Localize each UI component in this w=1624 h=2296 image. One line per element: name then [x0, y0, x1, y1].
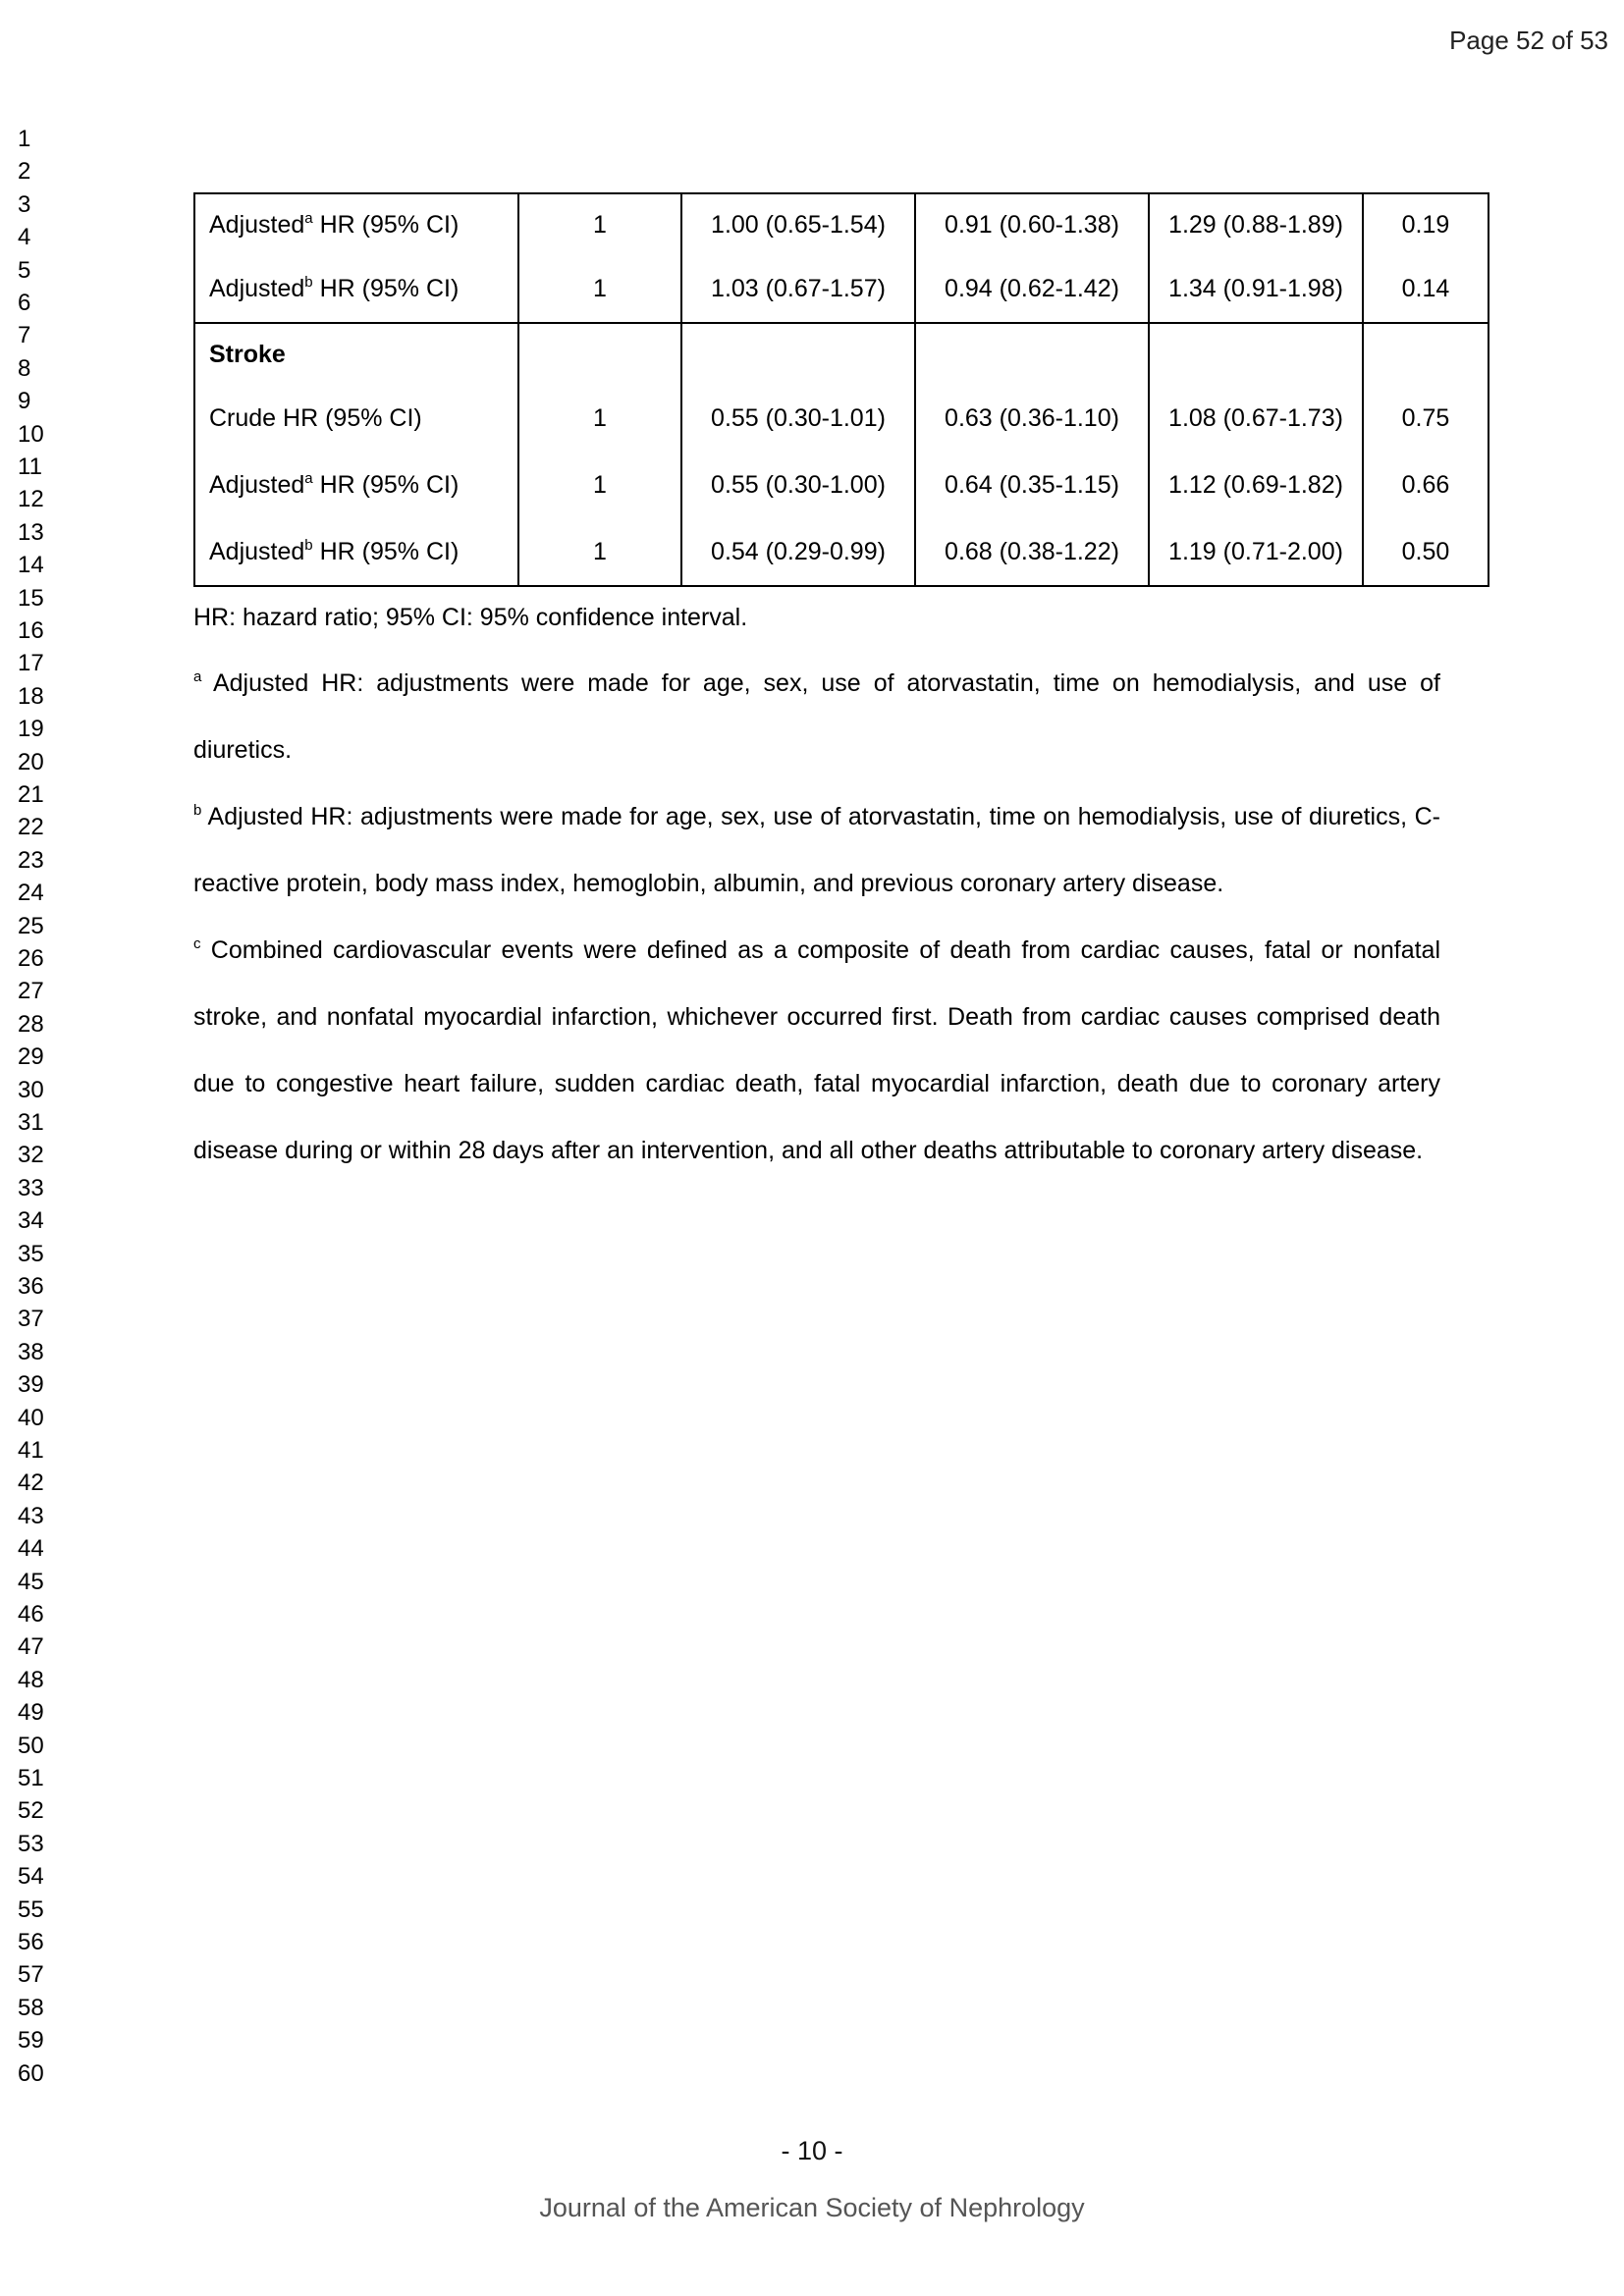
line-number: 27	[18, 978, 44, 1005]
line-number: 24	[18, 880, 44, 907]
line-number: 1	[18, 126, 31, 152]
line-number: 7	[18, 322, 31, 349]
line-number: 35	[18, 1240, 44, 1267]
value-cell-q2: 0.55 (0.30-1.01)	[681, 385, 915, 452]
line-number: 56	[18, 1929, 44, 1955]
line-number: 33	[18, 1174, 44, 1201]
value-cell-q3: 0.94 (0.62-1.42)	[915, 255, 1149, 323]
value-cell-p: 0.50	[1363, 518, 1489, 586]
row-label-superscript: a	[304, 469, 313, 487]
row-label	[194, 385, 518, 452]
footnote-a-mark: a	[193, 668, 202, 685]
line-number: 40	[18, 1404, 44, 1431]
section-title: Stroke	[194, 323, 518, 385]
value-cell-p: 0.66	[1363, 452, 1489, 518]
hazard-ratio-table	[193, 192, 1489, 587]
line-number: 37	[18, 1306, 44, 1333]
line-number: 30	[18, 1076, 44, 1103]
line-number: 5	[18, 256, 31, 284]
row-label-text: Adjusted	[209, 470, 305, 499]
line-number: 43	[18, 1502, 44, 1529]
line-number: 28	[18, 1010, 44, 1038]
table-row	[194, 385, 1489, 452]
table-row	[194, 518, 1489, 586]
line-number: 49	[18, 1699, 44, 1727]
line-number: 53	[18, 1830, 44, 1857]
line-number: 47	[18, 1633, 44, 1661]
row-label-text: Adjusted	[209, 274, 305, 302]
row-label	[194, 255, 518, 323]
empty-cell	[915, 323, 1149, 385]
line-number: 26	[18, 945, 44, 972]
footnote-c-mark: c	[193, 935, 201, 952]
empty-cell	[1149, 323, 1363, 385]
value-cell-q4: 1.29 (0.88-1.89)	[1149, 193, 1363, 255]
line-number: 6	[18, 290, 31, 316]
line-number: 31	[18, 1109, 44, 1136]
empty-cell	[1363, 323, 1489, 385]
row-label-superscript: b	[304, 273, 313, 291]
line-number: 19	[18, 716, 44, 743]
line-number: 8	[18, 354, 31, 382]
value-cell-ref: 1	[518, 452, 681, 518]
value-cell-q2: 1.03 (0.67-1.57)	[681, 255, 915, 323]
line-number: 51	[18, 1765, 44, 1791]
line-number: 55	[18, 1896, 44, 1923]
footnote-b	[193, 783, 1440, 917]
row-label-suffix: HR (95% CI)	[312, 274, 460, 302]
table-row	[194, 193, 1489, 255]
line-number: 20	[18, 748, 44, 775]
line-number: 54	[18, 1863, 44, 1891]
line-number: 11	[18, 454, 42, 480]
line-number: 38	[18, 1338, 44, 1365]
line-number: 39	[18, 1371, 44, 1399]
line-number: 29	[18, 1043, 44, 1071]
page-header: Page 52 of 53	[1449, 26, 1608, 55]
row-label-text: Crude HR (95% CI)	[209, 403, 422, 432]
value-cell-q4: 1.12 (0.69-1.82)	[1149, 452, 1363, 518]
value-cell-p: 0.75	[1363, 385, 1489, 452]
value-cell-q3: 0.91 (0.60-1.38)	[915, 193, 1149, 255]
row-label-text: Adjusted	[209, 537, 305, 565]
value-cell-q4: 1.34 (0.91-1.98)	[1149, 255, 1363, 323]
line-number: 50	[18, 1732, 44, 1759]
line-number: 59	[18, 2027, 44, 2055]
footnote-c	[193, 917, 1440, 1184]
value-cell-q2: 1.00 (0.65-1.54)	[681, 193, 915, 255]
line-number: 21	[18, 781, 44, 808]
footnote-b-text: Adjusted HR: adjustments were made for age, sex, use of atorvastatin, time on hemodialysis, use of diuretics, C-reactive protein, body mass index, hemoglobin, albumin, and previous coronary artery disease.	[193, 803, 1440, 897]
footnote-a	[193, 650, 1440, 783]
value-cell-ref: 1	[518, 385, 681, 452]
row-label	[194, 193, 518, 255]
footnote-b-mark: b	[193, 802, 202, 819]
line-number: 32	[18, 1142, 44, 1169]
value-cell-ref: 1	[518, 193, 681, 255]
line-number: 25	[18, 912, 44, 939]
line-number: 60	[18, 2059, 44, 2087]
value-cell-ref: 1	[518, 255, 681, 323]
table-notes	[193, 597, 1440, 1184]
row-label-suffix: HR (95% CI)	[312, 537, 460, 565]
row-label-suffix: HR (95% CI)	[312, 470, 460, 499]
row-label-suffix: HR (95% CI)	[312, 210, 460, 239]
line-number: 16	[18, 617, 44, 644]
line-number: 45	[18, 1568, 44, 1595]
empty-cell	[518, 323, 681, 385]
value-cell-q4: 1.19 (0.71-2.00)	[1149, 518, 1363, 586]
empty-cell	[681, 323, 915, 385]
footnote-a-text: Adjusted HR: adjustments were made for age, sex, use of atorvastatin, time on hemodialysis, and use of diuretics.	[193, 669, 1440, 764]
line-number: 46	[18, 1601, 44, 1628]
line-number: 58	[18, 1994, 44, 2021]
row-label	[194, 452, 518, 518]
line-number: 14	[18, 552, 44, 579]
line-number: 4	[18, 224, 31, 251]
table-row	[194, 255, 1489, 323]
journal-name: Journal of the American Society of Nephrology	[539, 2193, 1085, 2222]
line-number: 44	[18, 1535, 44, 1563]
row-label-text: Adjusted	[209, 210, 305, 239]
row-label-superscript: b	[304, 536, 313, 554]
value-cell-ref: 1	[518, 518, 681, 586]
line-number: 12	[18, 486, 44, 513]
footnote-c-text: Combined cardiovascular events were defined as a composite of death from cardiac causes, fatal or nonfatal stroke, and nonfatal myocardial infarction, whichever occurred first. Death from cardiac causes comprised death due to congestive heart failure, sudden cardiac death, fatal myocardial infarction, death due to coronary artery disease during or within 28 days after an intervention, and all other deaths attributable to coronary artery disease.	[193, 936, 1440, 1164]
line-number: 52	[18, 1797, 44, 1825]
line-number: 3	[18, 190, 31, 218]
value-cell-q3: 0.68 (0.38-1.22)	[915, 518, 1149, 586]
value-cell-p: 0.14	[1363, 255, 1489, 323]
line-number: 17	[18, 650, 44, 677]
line-number: 18	[18, 682, 44, 710]
line-number: 48	[18, 1666, 44, 1693]
table-row	[194, 452, 1489, 518]
line-number: 13	[18, 518, 44, 546]
line-number: 36	[18, 1273, 44, 1300]
table-section-row	[194, 323, 1489, 385]
page-number: - 10 -	[781, 2136, 843, 2165]
line-number: 9	[18, 388, 31, 415]
value-cell-q3: 0.63 (0.36-1.10)	[915, 385, 1149, 452]
line-number: 42	[18, 1469, 44, 1497]
row-label-superscript: a	[304, 209, 313, 227]
value-cell-q2: 0.55 (0.30-1.00)	[681, 452, 915, 518]
abbreviations-note: HR: hazard ratio; 95% CI: 95% confidence interval.	[193, 604, 748, 631]
line-number: 23	[18, 846, 44, 874]
value-cell-p: 0.19	[1363, 193, 1489, 255]
value-cell-q2: 0.54 (0.29-0.99)	[681, 518, 915, 586]
row-label	[194, 518, 518, 586]
line-number: 34	[18, 1207, 44, 1235]
value-cell-q3: 0.64 (0.35-1.15)	[915, 452, 1149, 518]
line-number: 41	[18, 1437, 44, 1464]
line-number: 57	[18, 1961, 44, 1989]
results-table-container	[193, 192, 1488, 587]
line-number: 15	[18, 584, 44, 612]
value-cell-q4: 1.08 (0.67-1.73)	[1149, 385, 1363, 452]
line-number: 2	[18, 158, 31, 186]
line-number: 22	[18, 814, 44, 841]
line-number: 10	[18, 420, 44, 448]
